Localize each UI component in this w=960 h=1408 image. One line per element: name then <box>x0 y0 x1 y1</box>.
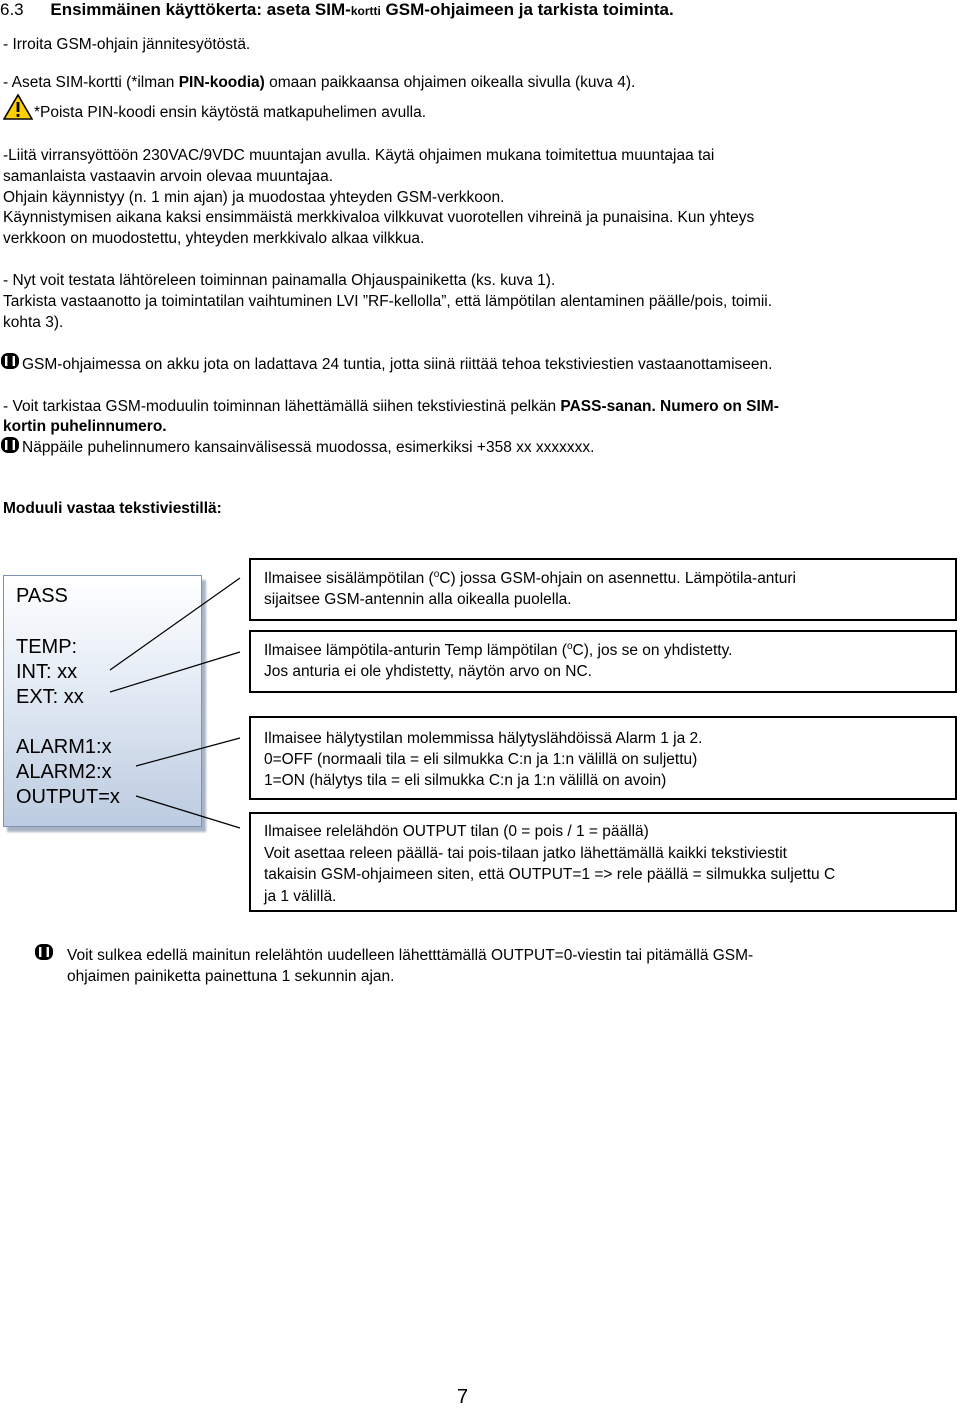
battery-note: GSM-ohjaimessa on akku jota on ladattava 24 tuntia, jotta siinä riittää tehoa tekstiviestien vastaanottamiseen. <box>22 356 773 373</box>
intro-line-13a: - Voit tarkistaa GSM-moduulin toiminnan lähettämällä siihen tekstiviestinä pelkän <box>3 398 561 415</box>
box1-line2: sijaitsee GSM-antennin alla oikealla puolella. <box>264 591 572 608</box>
box4-line4: ja 1 välillä. <box>264 888 337 905</box>
intro-line-6: Ohjain käynnistyy (n. 1 min ajan) ja muodostaa yhteyden GSM-verkkoon. <box>3 189 505 206</box>
intro-line-15: Näppäile puhelinnumero kansainvälisessä muodossa, esimerkiksi +358 xx xxxxxxx. <box>22 439 595 456</box>
intro-line-11: kohta 3). <box>3 314 64 331</box>
explanation-box-output <box>249 812 957 912</box>
box3-line2: 0=OFF (normaali tila = eli silmukka C:n ja 1:n välillä on suljettu) <box>264 751 698 768</box>
connector-line <box>136 738 240 766</box>
box1-line1 <box>264 568 796 589</box>
box4-line1: Ilmaisee relelähdön OUTPUT tilan (0 = pois / 1 = päällä) <box>264 823 649 840</box>
connector-line <box>136 796 240 828</box>
msg-alarm1: ALARM1:x <box>16 736 112 758</box>
msg-output: OUTPUT=x <box>16 786 120 808</box>
msg-pass: PASS <box>16 585 68 607</box>
connector-line <box>110 578 240 670</box>
intro-line-5: samanlaista vastaavin arvoin olevaa muuntajaa. <box>3 168 333 185</box>
intro-line-3: *Poista PIN-koodi ensin käytöstä matkapuhelimen avulla. <box>34 104 427 121</box>
intro-line-2b: PIN-koodia) <box>178 74 265 91</box>
intro-line-10: Tarkista vastaanotto ja toimintatilan vaihtuminen LVI ”RF-kellolla”, että lämpötilan alentaminen päälle/pois, toimii. <box>3 293 773 310</box>
footnote-line-2: ohjaimen painiketta painettuna 1 sekunnin ajan. <box>67 968 395 985</box>
degree-sup: o <box>566 641 573 652</box>
box2-line2: Jos anturia ei ole yhdistetty, näytön arvo on NC. <box>264 663 592 680</box>
footnote-line-1: Voit sulkea edellä mainitun relelähtön uudelleen lähetttämällä OUTPUT=0-viestin tai pitämällä GSM- <box>67 947 754 964</box>
box4-line2: Voit asettaa releen päällä- tai pois-tilaan jatko lähettämällä kaikki tekstiviestit <box>264 845 787 862</box>
box3-line1: Ilmaisee hälytystilan molemmissa hälytyslähdöissä Alarm 1 ja 2. <box>264 730 703 747</box>
intro-line-13b: PASS-sanan. Numero on SIM- <box>560 398 779 415</box>
explanation-box-int <box>249 558 957 621</box>
box1-text-a: Ilmaisee sisälämpötilan ( <box>264 570 434 587</box>
msg-int: INT: xx <box>16 661 78 683</box>
page-number: 7 <box>457 1386 469 1408</box>
heading-text-1: Ensimmäinen käyttökerta: aseta SIM- <box>50 0 351 19</box>
box3-line3: 1=ON (hälytys tila = eli silmukka C:n ja 1:n välillä on avoin) <box>264 772 667 789</box>
intro-line-9: - Nyt voit testata lähtöreleen toiminnan painamalla Ohjauspainiketta (ks. kuva 1). <box>3 272 556 289</box>
box2-text-a: Ilmaisee lämpötila-anturin Temp lämpötilan ( <box>264 642 567 659</box>
msg-temp: TEMP: <box>16 636 78 658</box>
intro-line-2a: - Aseta SIM-kortti (*ilman <box>3 74 179 91</box>
intro-line-7: Käynnistymisen aikana kaksi ensimmäistä merkkivaloa vilkkuvat vuorotellen vihreinä ja punaisina. Kun yhteys <box>3 209 755 226</box>
box2-line1 <box>264 640 732 661</box>
intro-line-4: -Liitä virransyöttöön 230VAC/9VDC muuntajan avulla. Käytä ohjaimen mukana toimitettua muuntajaa tai <box>3 147 715 164</box>
box2-text-b: C), jos se on yhdistetty. <box>572 642 733 659</box>
heading-text-3: GSM-ohjaimeen ja tarkista toiminta. <box>380 0 674 19</box>
intro-line-2c: omaan paikkaansa ohjaimen oikealla sivulla (kuva 4). <box>264 74 636 91</box>
box4-line3: takaisin GSM-ohjaimeen siten, että OUTPUT=1 => rele päällä = silmukka suljettu C <box>264 866 836 883</box>
intro-line-14: kortin puhelinnumero. <box>3 418 167 435</box>
connector-line <box>110 652 240 692</box>
msg-ext: EXT: xx <box>16 686 84 708</box>
box1-text-b: C) jossa GSM-ohjain on asennettu. Lämpötila-anturi <box>439 570 796 587</box>
explanation-box-alarm <box>249 716 957 800</box>
msg-alarm2: ALARM2:x <box>16 761 112 783</box>
degree-sup: o <box>433 569 440 580</box>
explanation-box-ext <box>249 630 957 693</box>
section-number: 6.3 <box>0 0 24 19</box>
subheading: Moduuli vastaa tekstiviestillä: <box>3 500 222 517</box>
intro-line-1: - Irroita GSM-ohjain jännitesyötöstä. <box>3 36 251 53</box>
info-icon <box>34 943 54 961</box>
intro-line-8: verkkoon on muodostettu, yhteyden merkkivalo alkaa vilkkua. <box>3 230 425 247</box>
heading-text-2: kortti <box>350 4 381 18</box>
